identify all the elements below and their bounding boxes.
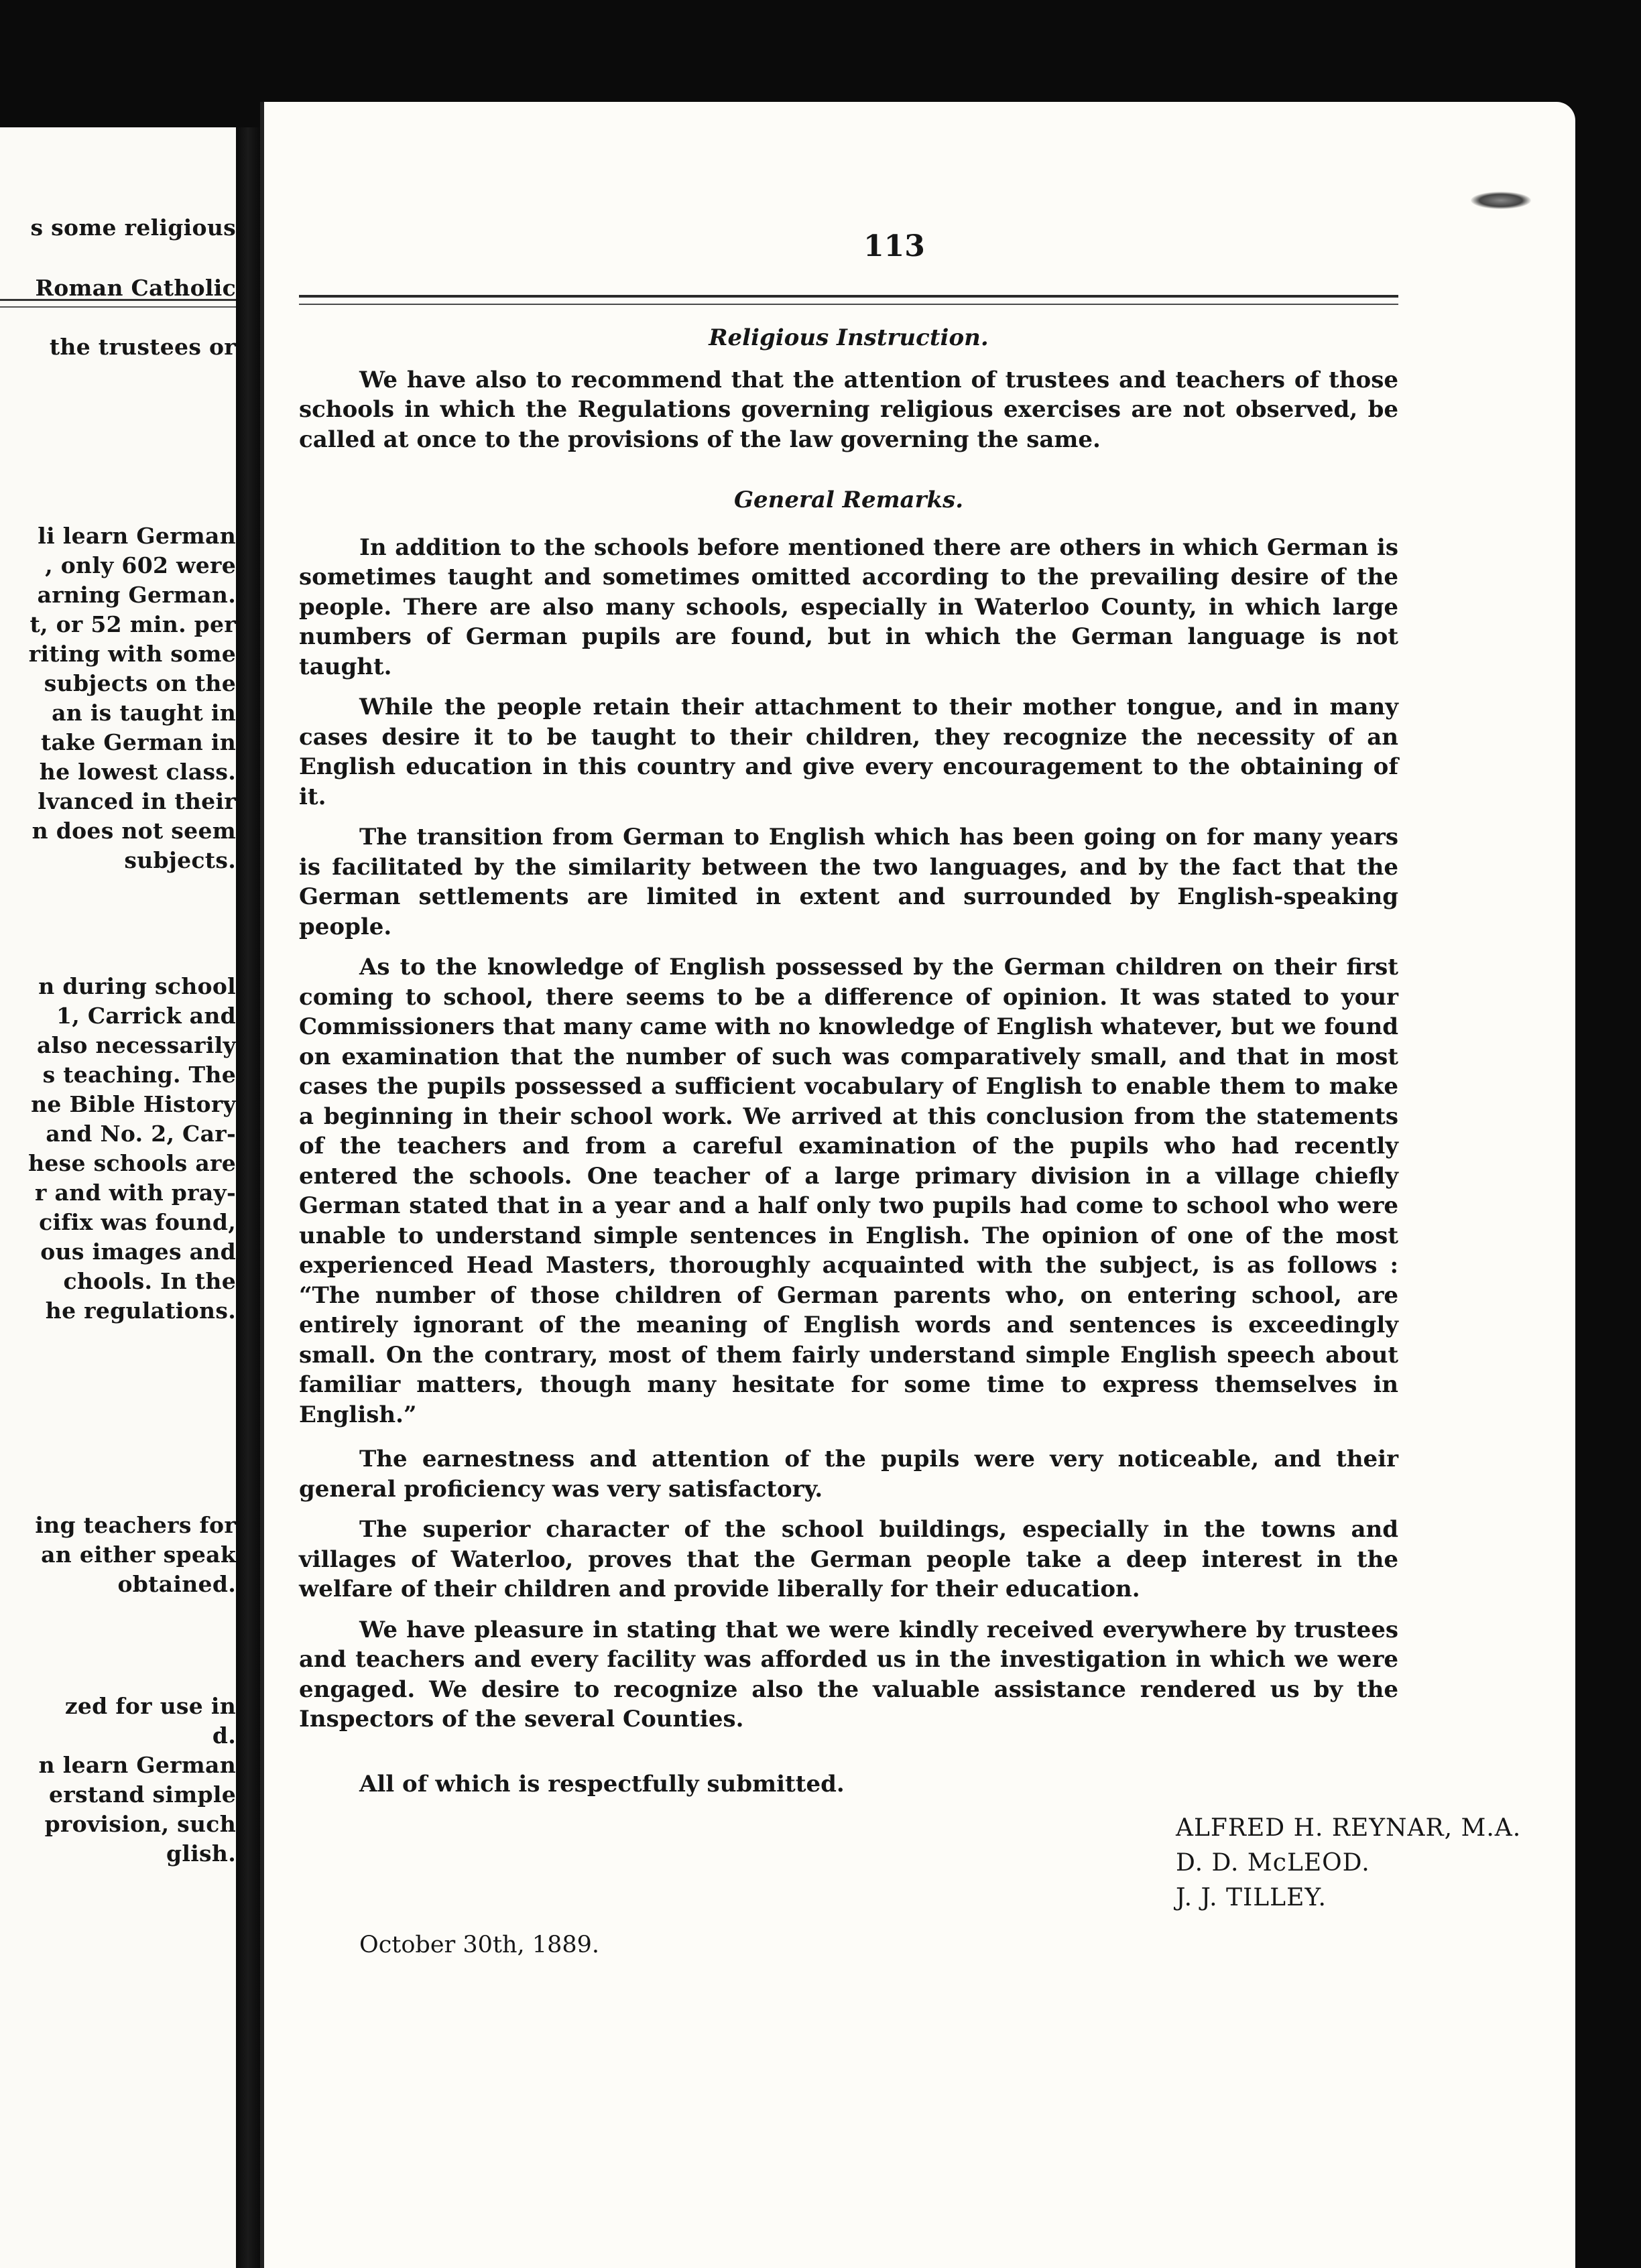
left-page-line: riting with some	[28, 641, 236, 667]
left-page-line: he regulations.	[45, 1298, 236, 1324]
left-page-line: glish.	[166, 1840, 236, 1867]
signature-block	[1176, 1811, 1521, 1915]
page-content	[299, 323, 1398, 1799]
left-page-line: ing teachers for	[35, 1512, 236, 1538]
main-page	[260, 102, 1575, 2268]
paper-blemish	[1471, 192, 1531, 209]
header-rule	[299, 295, 1398, 305]
left-page-line: ous images and	[40, 1239, 236, 1265]
paragraph: We have also to recommend that the attention of trustees and teachers of those schools in which the Regulations governing religious exercises are not observed, be called at once to the provisions of the law governing the same.	[299, 366, 1398, 453]
section-heading-general-remarks: General Remarks.	[733, 487, 964, 513]
left-page-line: subjects.	[124, 847, 236, 873]
paragraph: We have pleasure in stating that we were kindly received everywhere by trustees and teachers and every facility was afforded us in the investigation in which we were engaged. We desire to recognize also the valuable assistance rendered us by the Inspectors of the several Counties.	[299, 1616, 1398, 1732]
book-gutter	[236, 127, 260, 2268]
page-number: 113	[863, 229, 925, 263]
left-page-line: cifix was found,	[39, 1209, 236, 1235]
paragraph: While the people retain their attachment to their mother tongue, and in many cases desire it to be taught to their children, they recognize the necessity of an English education in this country and give every encouragement to the obtaining of it.	[299, 694, 1398, 810]
section-heading-religious-instruction: Religious Instruction.	[709, 324, 989, 351]
left-page-line: an is taught in	[52, 700, 236, 726]
left-page-line: s some religious	[30, 214, 236, 241]
left-page-line: and No. 2, Car-	[46, 1121, 236, 1147]
left-page-line: r and with pray-	[35, 1180, 236, 1206]
signatory: J. J. TILLEY.	[1176, 1884, 1327, 1911]
left-page-line: obtained.	[117, 1571, 236, 1597]
left-page-line: Roman Catholic	[35, 275, 236, 301]
document-date: October 30th, 1889.	[359, 1932, 599, 1958]
paragraph: As to the knowledge of English possessed by the German children on their first coming to school, there seems to be a difference of opinion. It was stated to your Commissioners that many came with no knowledge of English whatever, but we found on examination that the number of such was comparatively small, and that in most cases the pupils possessed a sufficient vocabulary of English to enable them to make a beginning in their school work. We arrived at this conclusion from the statements of the teachers and from a careful examination of the pupils who had recently entered the schools. One teacher of a large primary division in a village chiefly German stated that in a year and a half only two pupils had come to school who were unable to understand simple sentences in English. The opinion of one of the most experienced Head Masters, thoroughly acquainted with the subject, is as follows : “The number of those children of German parents who, on entering school, are entirely ignorant of the meaning of English words and sentences is exceedingly small. On the contrary, most of them fairly understand simple English speech about familiar matters, though many hesitate for some time to express themselves in English.”	[299, 954, 1398, 1428]
signatory: ALFRED H. REYNAR, M.A.	[1176, 1814, 1522, 1842]
left-page-line: arning German.	[37, 582, 236, 608]
paragraph: In addition to the schools before mentioned there are others in which German is sometimes taught and sometimes omitted according to the prevailing desire of the people. There are also many schools, especially in Waterloo County, in which large numbers of German pupils are found, but in which the German language is not taught.	[299, 533, 1398, 680]
left-page-line: , only 602 were	[45, 552, 236, 578]
left-page-line: the trustees or	[49, 334, 236, 360]
left-page-line: he lowest class.	[39, 759, 236, 785]
paragraph: The transition from German to English which has been going on for many years is facilitated by the similarity between the two languages, and by the fact that the German settlements are limited in extent and surrounded by English-speaking people.	[299, 824, 1398, 940]
left-page-line: zed for use in	[64, 1693, 236, 1719]
left-page-line: n during school	[38, 973, 236, 999]
left-page-line: hese schools are	[28, 1150, 236, 1176]
left-page-line: ne Bible History	[31, 1091, 236, 1117]
left-page-line: subjects on the	[44, 670, 236, 696]
signatory: D. D. McLEOD.	[1176, 1849, 1370, 1877]
left-page-line: t, or 52 min. per	[29, 611, 236, 637]
left-page-line: n learn German	[38, 1752, 236, 1778]
left-page-line: also necessarily	[36, 1032, 236, 1058]
facing-page-left	[0, 127, 236, 2268]
left-page-line: d.	[212, 1722, 236, 1749]
left-page-line: 1, Carrick and	[56, 1003, 236, 1029]
left-page-line: li learn German	[38, 523, 236, 549]
closing-statement: All of which is respectfully submitted.	[359, 1770, 845, 1798]
left-page-line: lvanced in their	[38, 788, 236, 814]
left-page-line: provision, such	[44, 1811, 236, 1837]
left-page-line: s teaching. The	[42, 1062, 236, 1088]
left-page-line: erstand simple	[49, 1781, 236, 1808]
left-page-line: an either speak	[41, 1541, 236, 1568]
paragraph: The superior character of the school buildings, especially in the towns and villages of Waterloo, proves that the German people take a deep interest in the welfare of their children and provide liberally for their education.	[299, 1516, 1398, 1602]
left-page-line: take German in	[40, 729, 236, 755]
left-page-line: chools. In the	[63, 1268, 236, 1294]
left-page-line: n does not seem	[32, 818, 236, 844]
paragraph: The earnestness and attention of the pupils were very noticeable, and their general proficiency was very satisfactory.	[299, 1446, 1398, 1503]
